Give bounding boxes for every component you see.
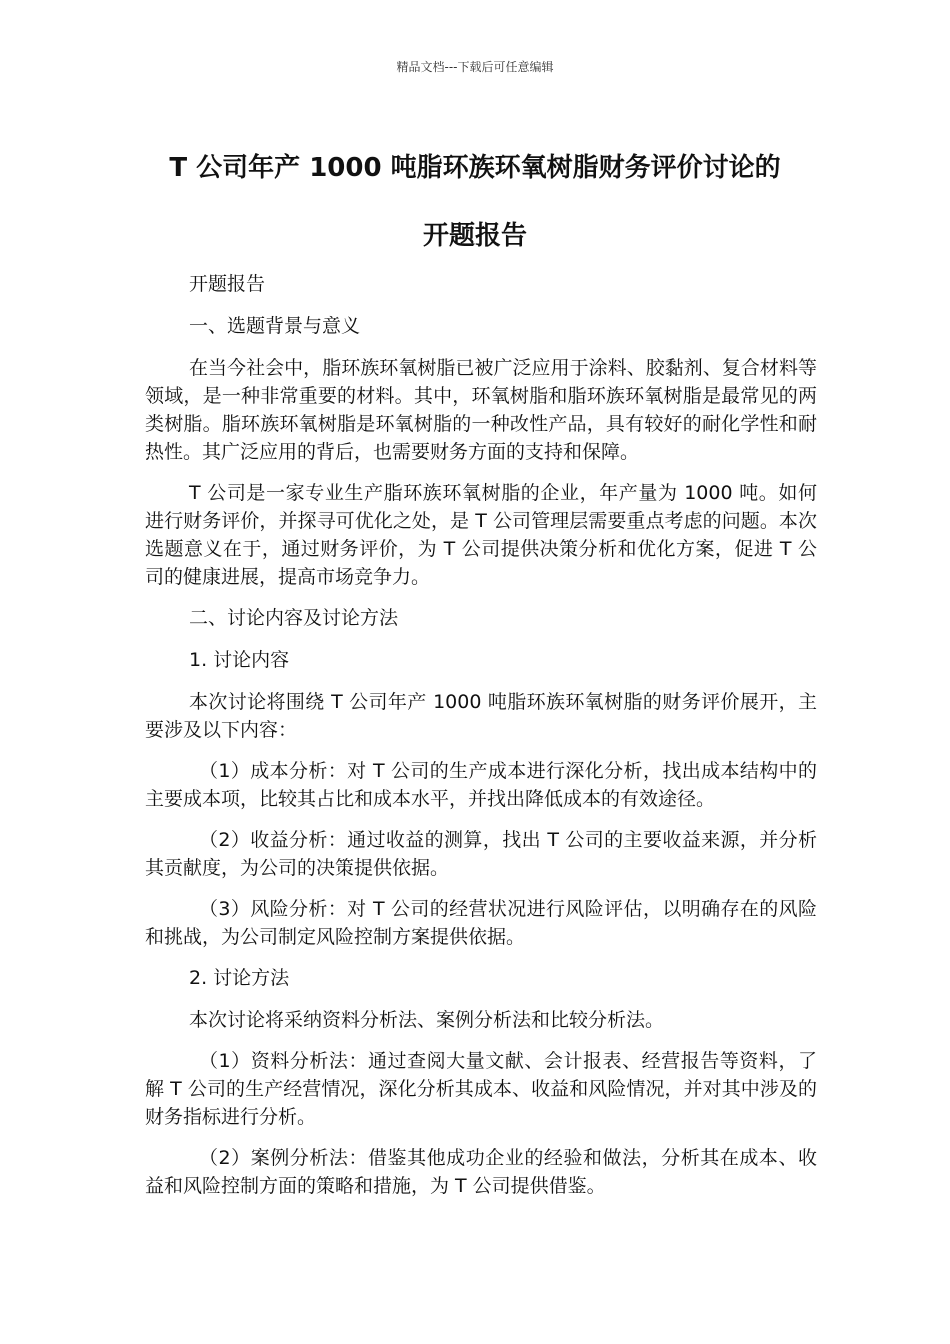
section-label-report: 开题报告	[189, 273, 266, 295]
subheading-method: 2. 讨论方法	[189, 967, 290, 989]
paragraph-method-intro: 本次讨论将采纳资料分析法、案例分析法和比较分析法。	[189, 1009, 665, 1031]
list-item-case-analysis: （2）案例分析法：借鉴其他成功企业的经验和做法，分析其在成本、收益和风险控制方面的策略和措施，为 T 公司提供借鉴。	[145, 1147, 817, 1197]
paragraph-background-1: 在当今社会中，脂环族环氧树脂已被广泛应用于涂料、胶黏剂、复合材料等领域，是一种非常重要的材料。其中，环氧树脂和脂环族环氧树脂是最常见的两类树脂。脂环族环氧树脂是环氧树脂的一种改性产品，具有较好的耐化学性和耐热性。其广泛应用的背后，也需要财务方面的支持和保障。	[145, 357, 817, 463]
subheading-content: 1. 讨论内容	[189, 649, 290, 671]
title-line-2: 开题报告	[422, 221, 527, 251]
title-line-1: T 公司年产 1000 吨脂环族环氧树脂财务评价讨论的	[169, 153, 781, 183]
header-note: 精品文档---下载后可任意编辑	[396, 60, 554, 74]
list-item-revenue-analysis: （2）收益分析：通过收益的测算，找出 T 公司的主要收益来源，并分析其贡献度，为公司的决策提供依据。	[145, 829, 817, 879]
document-title	[120, 134, 830, 270]
section-heading-content-method: 二、讨论内容及讨论方法	[189, 607, 399, 629]
paragraph-background-2: T 公司是一家专业生产脂环族环氧树脂的企业，年产量为 1000 吨。如何进行财务评价，并探寻可优化之处，是 T 公司管理层需要重点考虑的问题。本次选题意义在于，通过财务评价，为 T 公司提供决策分析和优化方案，促进 T 公司的健康进展，提高市场竞争力。	[145, 482, 817, 588]
paragraph-content-intro: 本次讨论将围绕 T 公司年产 1000 吨脂环族环氧树脂的财务评价展开，主要涉及以下内容：	[145, 691, 817, 741]
list-item-risk-analysis: （3）风险分析：对 T 公司的经营状况进行风险评估，以明确存在的风险和挑战，为公司制定风险控制方案提供依据。	[145, 898, 817, 948]
section-heading-background: 一、选题背景与意义	[189, 315, 361, 337]
document-body	[145, 270, 817, 1213]
list-item-document-analysis: （1）资料分析法：通过查阅大量文献、会计报表、经营报告等资料，了解 T 公司的生产经营情况，深化分析其成本、收益和风险情况，并对其中涉及的财务指标进行分析。	[145, 1050, 817, 1128]
list-item-cost-analysis: （1）成本分析：对 T 公司的生产成本进行深化分析，找出成本结构中的主要成本项，比较其占比和成本水平，并找出降低成本的有效途径。	[145, 760, 817, 810]
